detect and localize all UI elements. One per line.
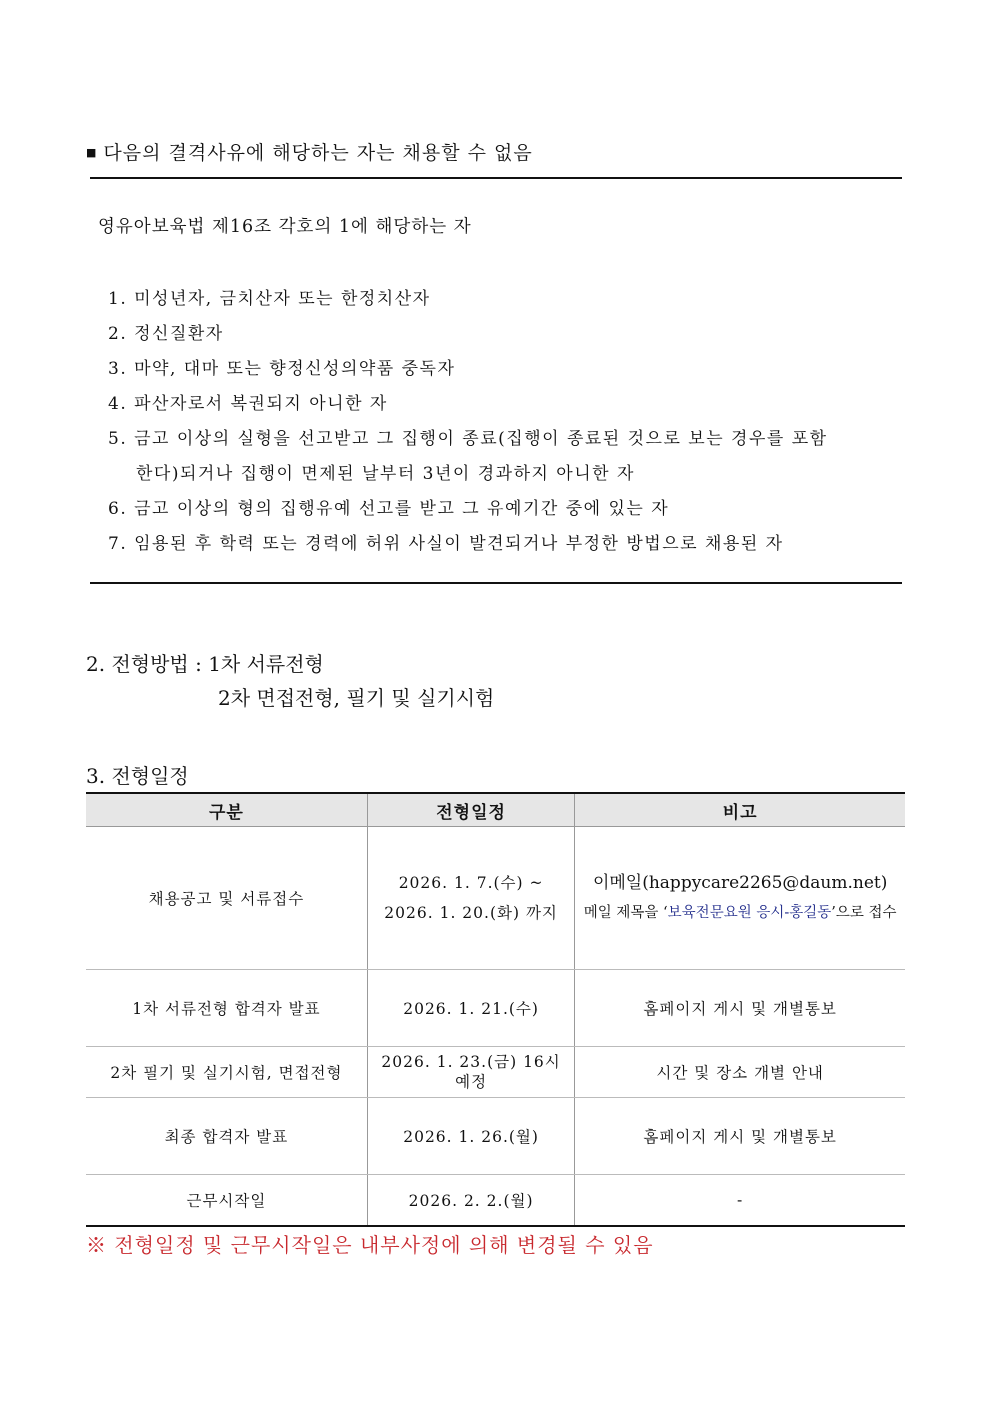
date-line: 예정 bbox=[455, 1073, 488, 1091]
table-row bbox=[86, 827, 905, 970]
email-address: 이메일(happycare2265@daum.net) bbox=[592, 873, 888, 893]
table-row bbox=[86, 1047, 905, 1098]
stage-cell: 근무시작일 bbox=[86, 1175, 367, 1226]
table-row bbox=[86, 1175, 905, 1226]
note-cell: - bbox=[575, 1175, 905, 1226]
list-item: 4. 파산자로서 복권되지 아니한 자 bbox=[108, 394, 388, 414]
subject-prefix: 메일 제목을 ‘ bbox=[583, 905, 668, 921]
list-item: 7. 임용된 후 학력 또는 경력에 허위 사실이 발견되거나 부정한 방법으로 채용된 자 bbox=[108, 534, 784, 554]
stage-cell: 채용공고 및 서류접수 bbox=[86, 827, 367, 970]
list-item: 3. 마약, 대마 또는 향정신성의약품 중독자 bbox=[108, 359, 456, 379]
stage-cell: 최종 합격자 발표 bbox=[86, 1098, 367, 1175]
list-item-continuation: 한다)되거나 집행이 면제된 날부터 3년이 경과하지 아니한 자 bbox=[136, 464, 635, 484]
law-subheading: 영유아보육법 제16조 각호의 1에 해당하는 자 bbox=[98, 217, 472, 237]
disqualification-list bbox=[108, 282, 908, 562]
date-cell: 2026. 1. 26.(월) bbox=[367, 1098, 574, 1175]
note-cell bbox=[575, 827, 905, 970]
list-item: 1. 미성년자, 금치산자 또는 한정치산자 bbox=[108, 289, 431, 309]
top-divider bbox=[90, 177, 902, 179]
date-cell: 2026. 2. 2.(월) bbox=[367, 1175, 574, 1226]
subject-example: 보육전문요원 응시-홍길동 bbox=[667, 905, 832, 921]
schedule-footnote: ※ 전형일정 및 근무시작일은 내부사정에 의해 변경될 수 있음 bbox=[86, 1233, 654, 1257]
email-subject-instruction bbox=[576, 898, 904, 928]
stage-cell: 2차 필기 및 실기시험, 면접전형 bbox=[86, 1047, 367, 1098]
column-header: 비고 bbox=[575, 793, 905, 827]
date-line: 2026. 1. 7.(수) ~ bbox=[398, 874, 544, 892]
table-header-row bbox=[86, 793, 905, 827]
note-cell: 시간 및 장소 개별 안내 bbox=[575, 1047, 905, 1098]
column-header: 전형일정 bbox=[367, 793, 574, 827]
list-item: 6. 금고 이상의 형의 집행유예 선고를 받고 그 유예기간 중에 있는 자 bbox=[108, 499, 670, 519]
date-cell bbox=[367, 1047, 574, 1098]
date-line: 2026. 1. 23.(금) 16시 bbox=[381, 1053, 561, 1071]
table-row bbox=[86, 1098, 905, 1175]
stage-cell: 1차 서류전형 합격자 발표 bbox=[86, 970, 367, 1047]
column-header: 구분 bbox=[86, 793, 367, 827]
square-bullet-icon: ■ bbox=[86, 146, 98, 159]
selection-method-label: 2. 전형방법 : bbox=[86, 652, 202, 676]
schedule-heading: 3. 전형일정 bbox=[86, 764, 189, 788]
selection-method bbox=[86, 648, 324, 677]
list-item: 2. 정신질환자 bbox=[108, 324, 224, 344]
schedule-table bbox=[86, 792, 905, 1227]
selection-method-line2: 2차 면접전형, 필기 및 실기시험 bbox=[218, 686, 495, 710]
list-item: 5. 금고 이상의 실형을 선고받고 그 집행이 종료(집행이 종료된 것으로 보는 경우를 포함 bbox=[108, 429, 828, 449]
note-cell: 홈페이지 게시 및 개별통보 bbox=[575, 1098, 905, 1175]
disqualification-heading-text: 다음의 결격사유에 해당하는 자는 채용할 수 없음 bbox=[103, 142, 533, 164]
date-cell bbox=[367, 827, 574, 970]
date-line: 2026. 1. 20.(화) 까지 bbox=[384, 904, 558, 922]
selection-method-line1: 1차 서류전형 bbox=[208, 652, 324, 676]
subject-suffix: ’으로 접수 bbox=[831, 905, 897, 921]
date-cell: 2026. 1. 21.(수) bbox=[367, 970, 574, 1047]
bottom-divider bbox=[90, 582, 902, 584]
note-cell: 홈페이지 게시 및 개별통보 bbox=[575, 970, 905, 1047]
disqualification-heading bbox=[86, 138, 533, 165]
table-row bbox=[86, 970, 905, 1047]
